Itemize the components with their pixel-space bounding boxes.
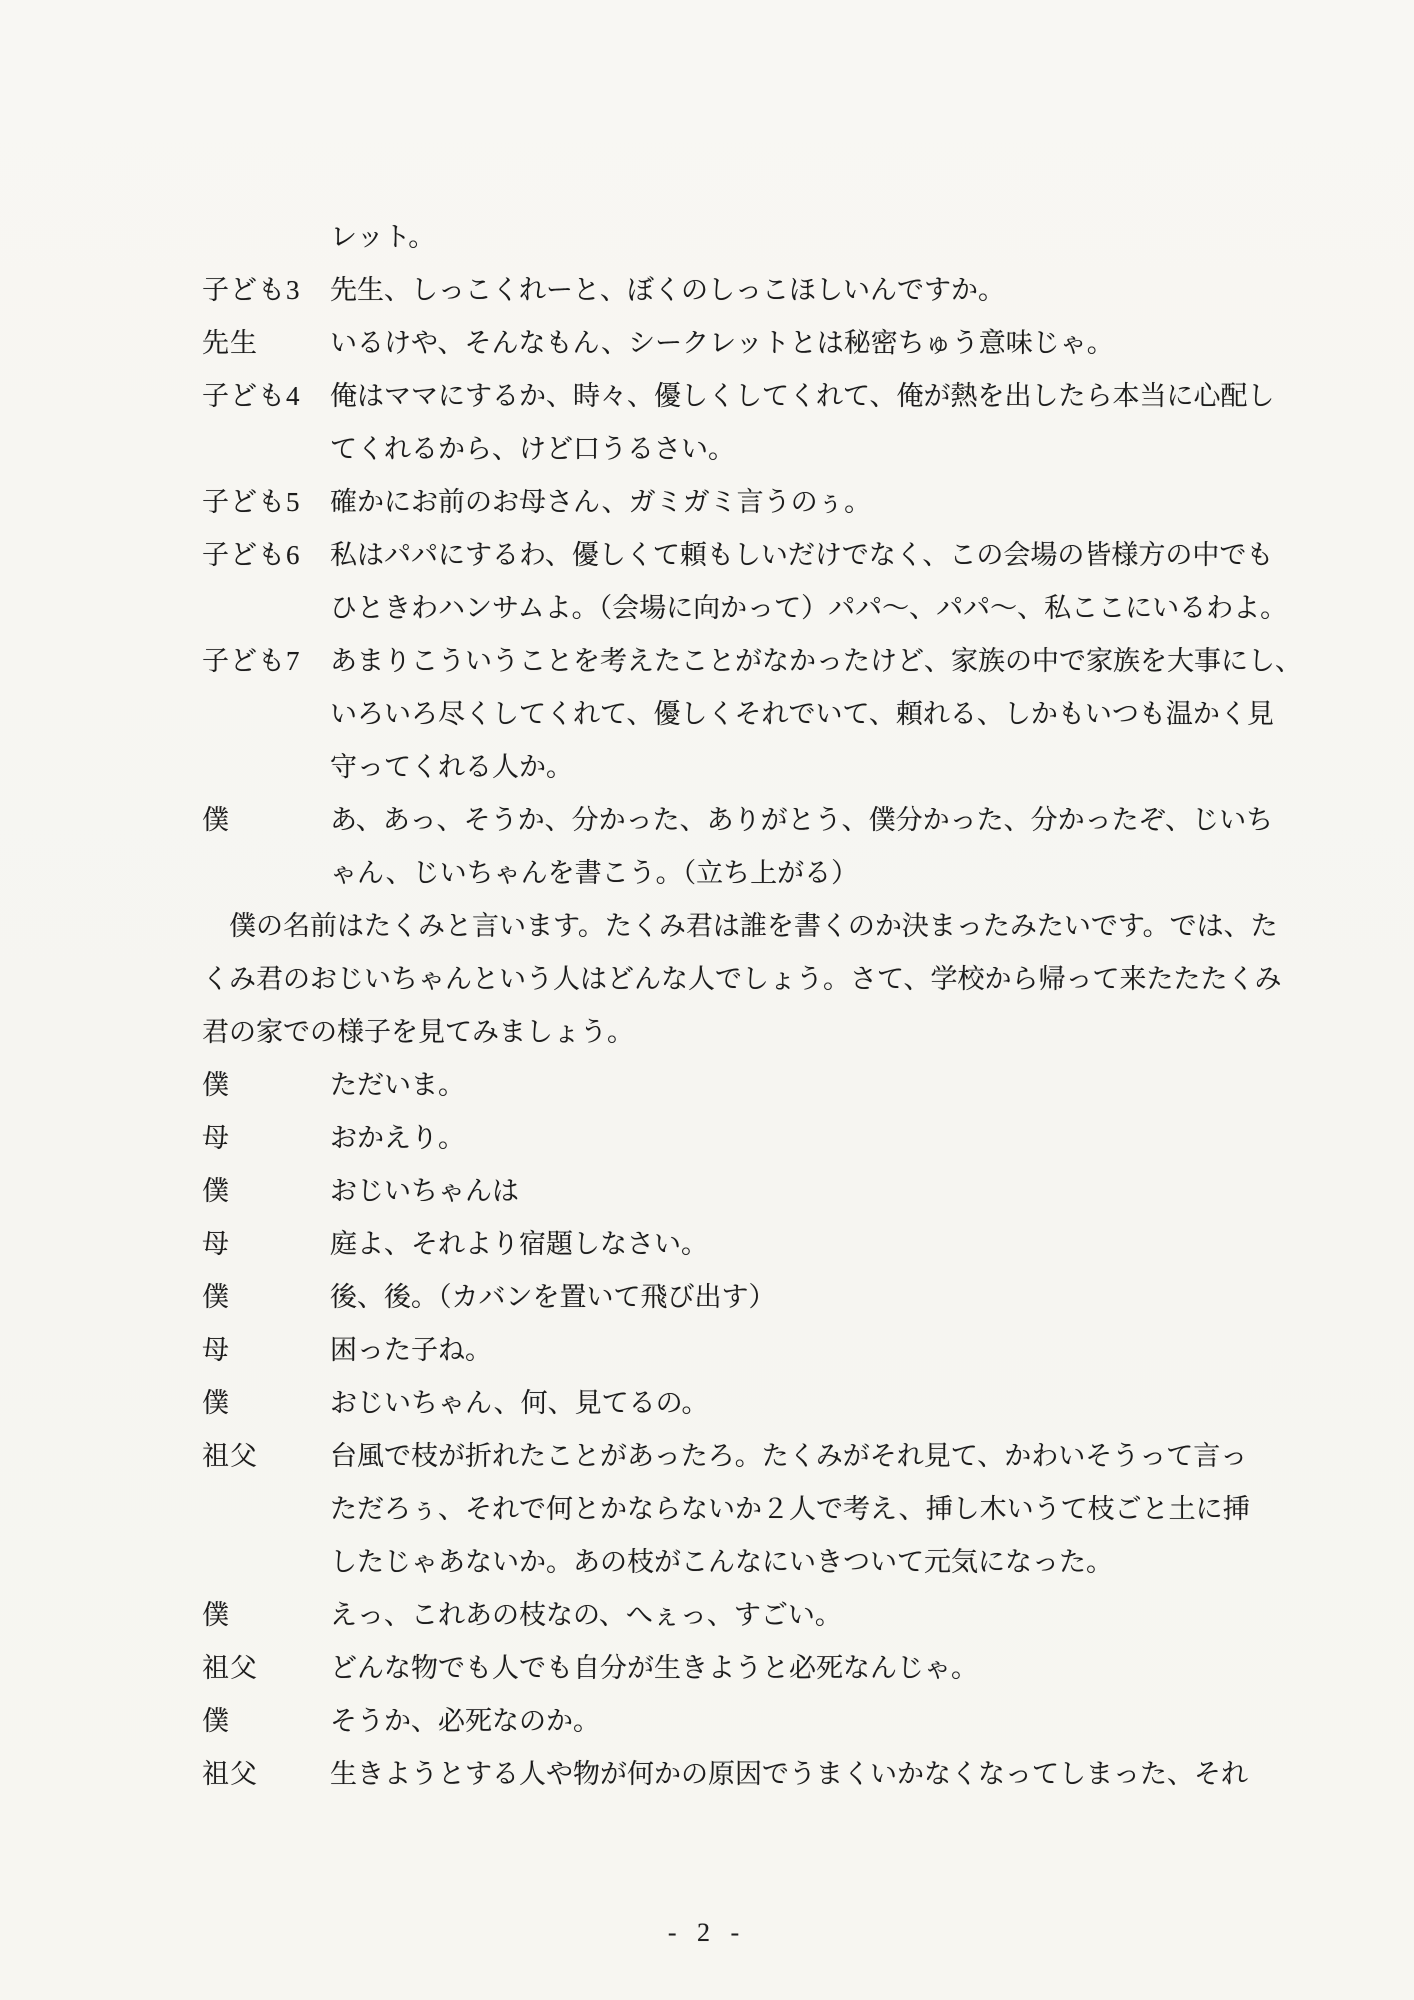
narration-paragraph [202,900,1282,1059]
carryover-line: レット。 [330,222,436,252]
dialogue-line: したじゃあないか。あの枝がこんなにいきついて元気になった。 [330,1547,1113,1577]
dialogue-entry [202,264,1282,317]
dialogue-text [330,1377,1282,1430]
dialogue-text [330,1112,1282,1165]
speaker-label: 僕 [202,1176,230,1206]
dialogue-entry [202,529,1288,635]
dialogue-text [330,1695,1282,1748]
dialogue-text [330,529,1288,635]
dialogue-line: どんな物でも人でも自分が生きようと必死なんじゃ。 [330,1653,978,1683]
speaker-label: 僕 [202,1706,230,1736]
dialogue-text [330,1165,1282,1218]
speaker-label: 母 [202,1335,230,1365]
page-number: - 2 - [667,1918,747,1947]
dialogue-entry [202,1695,1282,1748]
speaker-label: 子ども6 [202,540,301,570]
speaker-label: 先生 [202,328,258,358]
narration-line: 僕の名前はたくみと言います。たくみ君は誰を書くのか決まったみたいです。では、た [229,911,1278,941]
dialogue-entry [202,1377,1282,1430]
dialogue-line: いろいろ尽くしてくれて、優しくそれでいて、頼れる、しかもいつも温かく見 [330,699,1274,729]
dialogue-line: えっ、これあの枝なの、へぇっ、すごい。 [330,1600,842,1630]
dialogue-text [330,1324,1282,1377]
speaker-label: 祖父 [202,1441,258,1471]
dialogue-text [330,317,1282,370]
speaker-label: 母 [202,1123,230,1153]
speaker-label: 僕 [202,1600,230,1630]
dialogue-text [330,1271,1282,1324]
dialogue-text [330,370,1282,476]
speaker-label: 僕 [202,1282,230,1312]
dialogue-line: 生きようとする人や物が何かの原因でうまくいかなくなってしまった、それ [330,1759,1248,1789]
dialogue-line: 困った子ね。 [330,1335,492,1365]
dialogue-text [330,476,1282,529]
dialogue-line: 確かにお前のお母さん、ガミガミ言うのぅ。 [330,487,872,517]
dialogue-line: そうか、必死なのか。 [330,1706,600,1736]
speaker-label: 僕 [202,805,230,835]
dialogue-line: 台風で枝が折れたことがあったろ。たくみがそれ見て、かわいそうって言っ [330,1441,1248,1471]
speaker-label: 僕 [202,1388,230,1418]
dialogue-line: あ、あっ、そうか、分かった、ありがとう、僕分かった、分かったぞ、じいち [330,805,1274,835]
dialogue-line: 後、後。（カバンを置いて飛び出す） [330,1282,776,1312]
dialogue-text [330,264,1282,317]
dialogue-line: 庭よ、それより宿題しなさい。 [330,1229,708,1259]
dialogue-text [330,1748,1282,1801]
dialogue-text [330,635,1302,794]
dialogue-line: ただいま。 [330,1070,465,1100]
dialogue-line: あまりこういうことを考えたことがなかったけど、家族の中で家族を大事にし、 [330,646,1302,676]
dialogue-text [330,1059,1282,1112]
dialogue-entry [202,317,1282,370]
dialogue-line: 先生、しっこくれーと、ぼくのしっこほしいんですか。 [330,275,1005,305]
dialogue-line: 私はパパにするわ、優しくて頼もしいだけでなく、この会場の皆様方の中でも [330,540,1274,570]
dialogue-entry [202,1748,1282,1801]
dialogue-line: てくれるから、けど口うるさい。 [330,434,735,464]
dialogue-entry [202,1642,1282,1695]
speaker-label: 子ども5 [202,487,301,517]
speaker-label: 子ども7 [202,646,301,676]
dialogue-line: ただろぅ、それで何とかならないか２人で考え、挿し木いうて枝ごと土に挿 [330,1494,1250,1524]
narration-line: くみ君のおじいちゃんという人はどんな人でしょう。さて、学校から帰って来たたたくみ [202,964,1282,994]
dialogue-line: いるけや、そんなもん、シークレットとは秘密ちゅう意味じゃ。 [330,328,1114,358]
dialogue-entry [202,1059,1282,1112]
dialogue-text [330,794,1282,900]
speaker-label: 子ども3 [202,275,301,305]
dialogue-line: 守ってくれる人か。 [330,752,573,782]
dialogue-line: おかえり。 [330,1123,465,1153]
speaker-label: 祖父 [202,1759,258,1789]
speaker-label: 祖父 [202,1653,258,1683]
dialogue-entry [202,1218,1282,1271]
dialogue-entry [202,1430,1282,1589]
dialogue-entry [202,1112,1282,1165]
dialogue-entry [202,1165,1282,1218]
speaker-label: 母 [202,1229,230,1259]
dialogue-entry [202,476,1282,529]
dialogue-text [330,1430,1282,1589]
dialogue-text [330,1218,1282,1271]
script-text-block [202,211,1302,1801]
dialogue-text [330,1642,1282,1695]
dialogue-entry [202,1324,1282,1377]
dialogue-entry [202,635,1302,794]
dialogue-line: おじいちゃん、何、見てるの。 [330,1388,709,1418]
dialogue-entry [202,1271,1282,1324]
dialogue-line: ゃん、じいちゃんを書こう。（立ち上がる） [330,858,859,888]
dialogue-line: おじいちゃんは [330,1176,519,1206]
dialogue-entry [202,794,1282,900]
speaker-label: 子ども4 [202,381,301,411]
dialogue-line: ひときわハンサムよ。（会場に向かって）パパ～、パパ～、私ここにいるわよ。 [330,593,1288,623]
dialogue-entry [202,370,1282,476]
dialogue-text [330,1589,1282,1642]
dialogue-line: 俺はママにするか、時々、優しくしてくれて、俺が熱を出したら本当に心配し [330,381,1275,411]
speaker-label: 僕 [202,1070,230,1100]
dialogue-entry [202,1589,1282,1642]
narration-line: 君の家での様子を見てみましょう。 [202,1017,634,1047]
